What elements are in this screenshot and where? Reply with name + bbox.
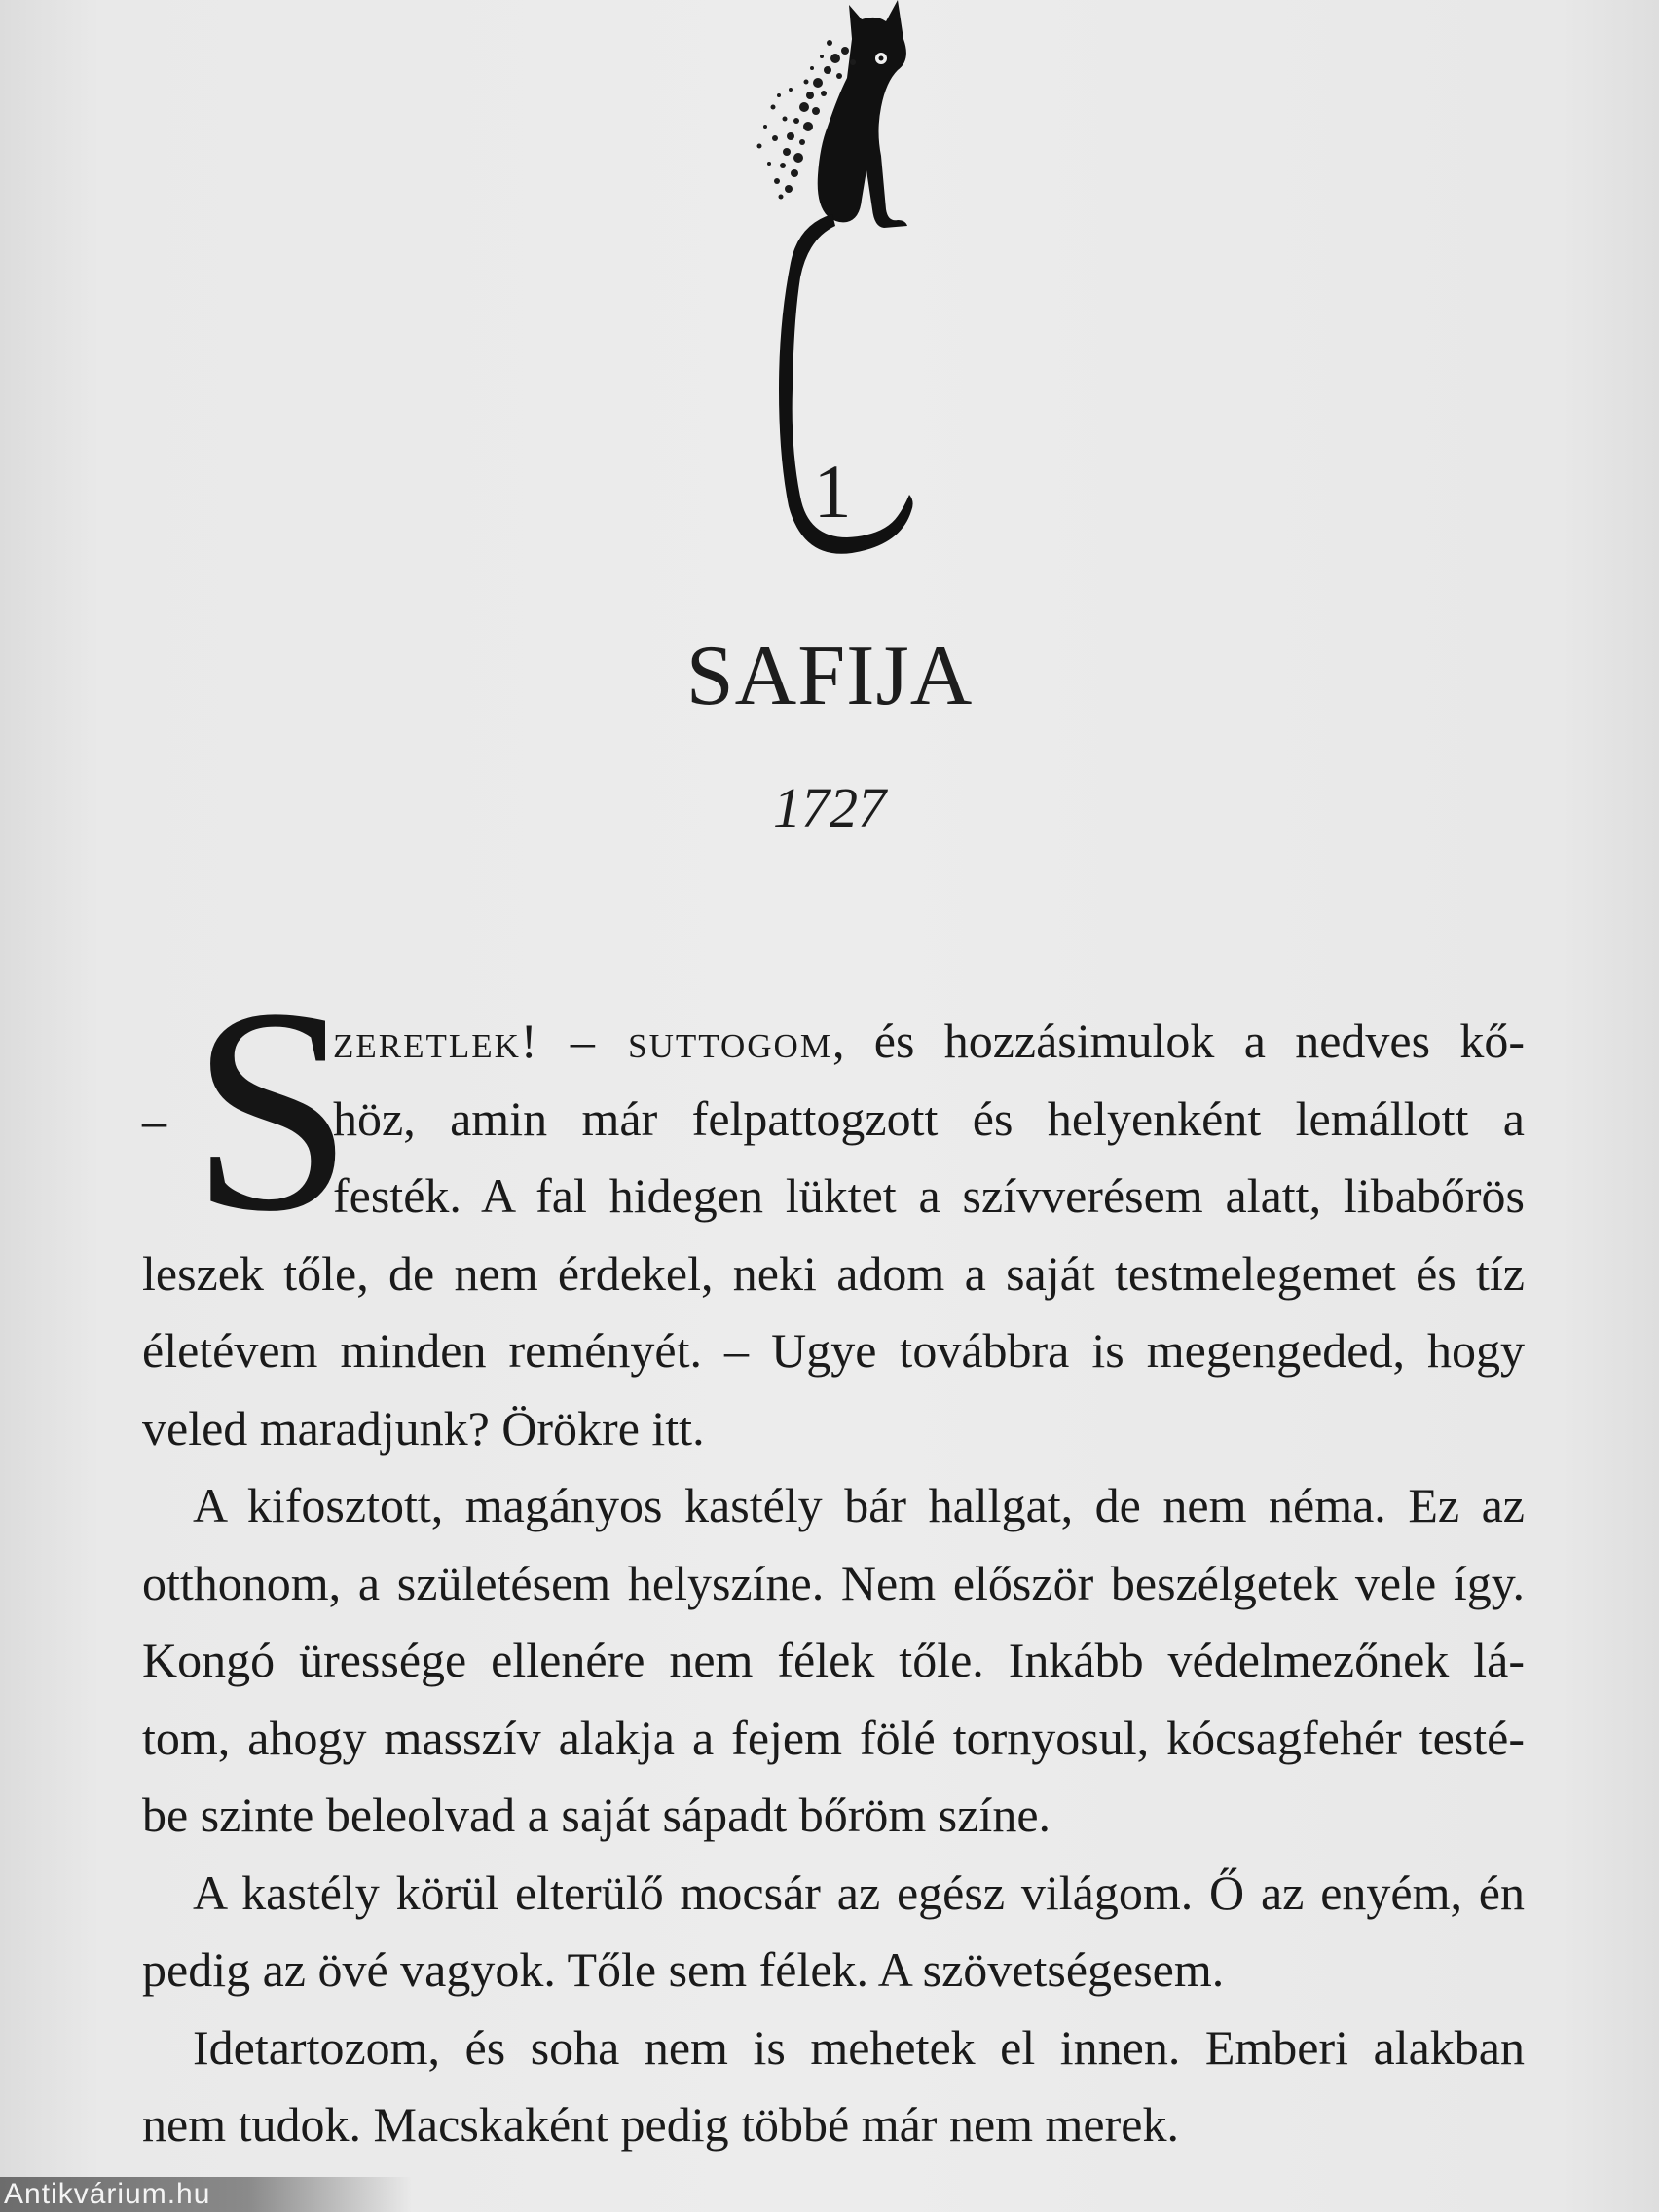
text-line: veled maradjunk? Örökre itt. [142, 1400, 705, 1456]
text-line: A kastély körül elterülő mocsár az egész világom. Ő az enyém, én [193, 1864, 1525, 1920]
text-line: festék. A fal hidegen lüktet a szívverésem alatt, libabőrös [333, 1168, 1525, 1223]
text-line: A kifosztott, magányos kastély bár hallgat, de nem néma. Ez az [193, 1478, 1525, 1532]
text-line-rest: , és hozzásimulok a nedves kő- [831, 1014, 1525, 1068]
text-line: be szinte beleolvad a saját sápadt bőröm színe. [142, 1788, 1051, 1842]
text-line: életévem minden reményét. – Ugye továbbra is megengeded, hogy [142, 1323, 1525, 1378]
text-line: pedig az övé vagyok. Tőle sem félek. A szövetségesem. [142, 1942, 1225, 1997]
text-line: Idetartozom, és soha nem is mehetek el innen. Emberi alakban [193, 2019, 1525, 2075]
text-line: nem tudok. Macskaként pedig többé már nem merek. [142, 2097, 1179, 2152]
dropcap-dash: – [142, 1093, 166, 1148]
text-line [333, 1003, 1525, 1081]
text-line: otthonom, a születésem helyszíne. Nem először beszélgetek vele így. [142, 1555, 1525, 1610]
chapter-year: 1727 [773, 776, 886, 839]
text-line: leszek tőle, de nem érdekel, neki adom a saját testmelegemet és tíz [142, 1245, 1525, 1301]
opening-smallcaps: zeretlek! – suttogom [333, 1014, 832, 1068]
chapter-number: 1 [813, 449, 852, 534]
watermark: Antikvárium.hu [0, 2177, 413, 2212]
body-text [142, 1003, 1525, 2164]
paragraph [333, 1003, 1525, 1235]
text-line: Kongó üressége ellenére nem félek tőle. Inkább védelmezőnek lá- [142, 1633, 1525, 1687]
text-line: höz, amin már felpattogzott és helyenként lemállott a [333, 1090, 1525, 1146]
dropcap-letter: S [191, 948, 353, 1272]
chapter-title: SAFIJA [685, 629, 974, 723]
text-line: tom, ahogy masszív alakja a fejem fölé tornyosul, kócsagfehér testé- [142, 1710, 1525, 1765]
